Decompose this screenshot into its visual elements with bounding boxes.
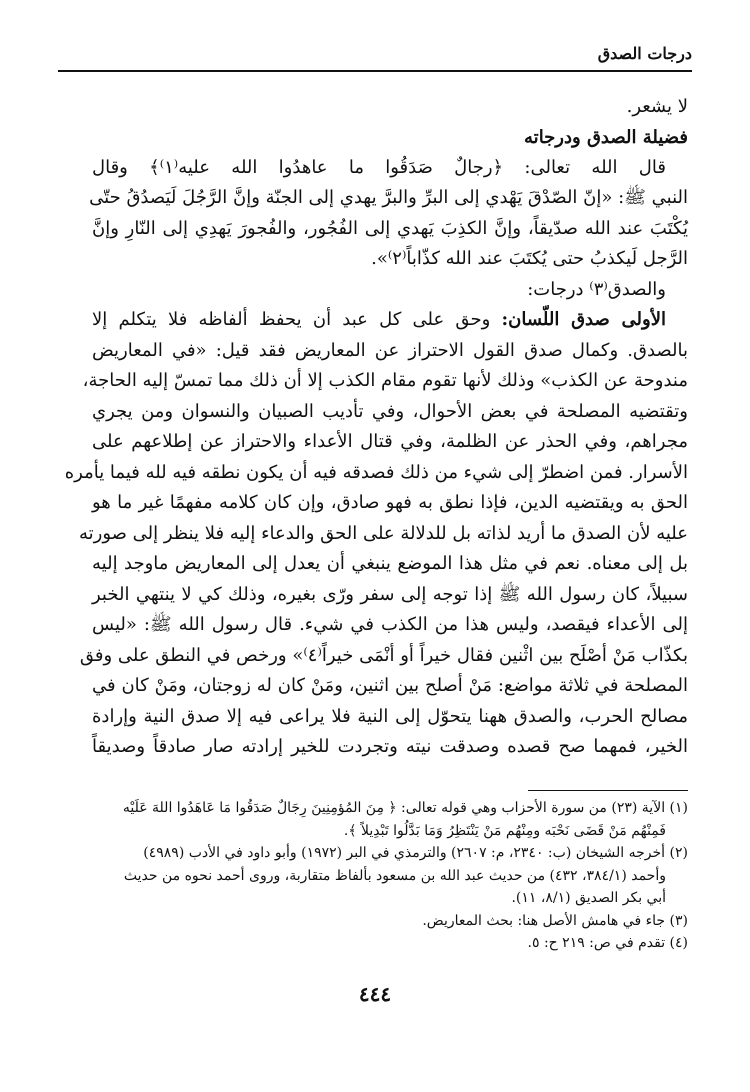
footnote-divider bbox=[528, 790, 688, 791]
section-heading: فضيلة الصدق ودرجاته bbox=[524, 126, 688, 148]
text-line: المصلحة في ثلاثة مواضع: مَنْ أصلح بين اثنين، ومَنْ كان له زوجتان، ومَنْ كان في bbox=[92, 675, 688, 696]
text-line: مندوحة عن الكذب» وذلك لأنها تقوم مقام الكذب إلا أن ذلك مما تمسّ إليه الحاجة، bbox=[82, 370, 688, 391]
page-number: ٤٤٤ bbox=[358, 982, 392, 1006]
degree-heading: الأولى صدق اللّسان: bbox=[501, 309, 666, 330]
footnote-2-continued: أبي بكر الصديق (٨/١، ١١). bbox=[511, 890, 666, 906]
text-line: قال الله تعالى: ﴿رجالٌ صَدَقُوا ما عاهدُوا الله عليه⁽١⁾﴾ وقال bbox=[92, 156, 666, 178]
text-line: عليه لأن الصدق ما أريد لذاته بل للدلالة على الحق والدعاء إليه فلا ينظر إلى صورته bbox=[78, 522, 688, 544]
text-line: الأسرار. فمن اضطرّ إلى شيء من ذلك فصدقه فيه أن يكون نطقه فيه لله فيما يأمره bbox=[64, 461, 688, 483]
text-line: الخير، فمهما صح قصده وصدقت نيته وتجردت للخير إرادته صار صادقاً وصديقاً bbox=[92, 736, 688, 757]
text-line: والصدق⁽٣⁾ درجات: bbox=[527, 278, 666, 300]
text-line: لا يشعر. bbox=[626, 96, 688, 117]
footnote-1: (١) الآية (٢٣) من سورة الأحزاب وهي قوله تعالى: ﴿ مِنَ المُؤمِنِينَ رِجَالٌ صَدَقُوا مَا عَاهَدُوا اللهَ عَلَيْه bbox=[122, 800, 688, 816]
text-line: بالصدق. وكمال صدق القول الاحتراز عن المعاريض فقد قيل: «في المعاريض bbox=[92, 339, 688, 361]
footnote-3: (٣) جاء في هامش الأصل هنا: بحث المعاريض. bbox=[422, 912, 688, 929]
text-line: وتقتضيه المصلحة في بعض الأحوال، وفي تأديب الصبيان والنسوان ومن يجري bbox=[92, 400, 688, 422]
text-line: يُكْتَبَ عند الله صدّيقاً، وإنَّ الكذِبَ يَهدي إلى الفُجُور، والفُجورَ يَهدِي إلى النّارِ وإنَّ bbox=[92, 217, 688, 239]
text-line: سبيلاً، كان رسول الله ﷺ إذا توجه إلى سفر ورّى بغيره، وذلك كي لا ينتهي الخبر bbox=[92, 583, 688, 605]
text-line: الحق به ويقتضيه الدين، فإذا نطق به فهو صادق، وإن كان كلامه مفهمًا غير ما هو bbox=[92, 492, 688, 513]
footnote-1-continued: فَمِنْهُم مَنْ قَضَى نَحْبَه ومِنْهُم مَنْ يَنْتَظِرُ وَمَا بَدَّلُوا تَبْدِيلاً ﴾. bbox=[343, 822, 666, 839]
text-span: وحق على كل عبد أن يحفظ ألفاظه فلا يتكلم إلا bbox=[92, 309, 502, 330]
footnotes bbox=[92, 797, 688, 955]
text-line: الرَّجل لَيكذبُ حتى يُكتَبَ عند الله كذّاباً⁽٢⁾». bbox=[371, 248, 688, 269]
text-line: بل إلى معناه. نعم في مثل هذا الموضع ينبغي أن يعدل إلى المعاريض ماوجد إليه bbox=[92, 553, 688, 574]
running-header bbox=[58, 40, 692, 72]
text-line: النبي ﷺ: «إنّ الصّدْقَ يَهْدي إلى البرِّ والبرَّ يهدي إلى الجنّة وإنَّ الرَّجُلَ لَيَصدُقُ حتّى bbox=[89, 187, 688, 208]
text-line: إلى الأعداء فيقصد، وليس هذا من الكذب في شيء. قال رسول الله ﷺ: «ليس bbox=[92, 614, 688, 635]
text-line: مجراهم، وفي الحذر عن الظلمة، وفي قتال الأعداء والاحتراز عن إطلاعهم على bbox=[92, 431, 688, 452]
text-line bbox=[92, 305, 688, 336]
text-line: مصالح الحرب، والصدق ههنا يتحوّل إلى النية فلا يراعى فيه إلا صدق النية وإرادة bbox=[92, 705, 688, 727]
main-text bbox=[64, 92, 688, 763]
text-line: بكذّاب مَنْ أصْلَح بين اثْنين فقال خيراً أو أنْمَى خيراً⁽٤⁾» ورخص في النطق على وفق bbox=[79, 644, 688, 666]
footnote-2: (٢) أخرجه الشيخان (ب: ٢٣٤٠، م: ٢٦٠٧) والترمذي في البر (١٩٧٢) وأبو داود في الأدب (٤٩٨٩) bbox=[143, 845, 688, 861]
footnote-2-continued: وأحمد (٣٨٤/١، ٤٣٢) من حديث عبد الله بن مسعود بألفاظ متقاربة، وروى أحمد نحوه من حديث bbox=[123, 867, 666, 884]
footnote-4: (٤) تقدم في ص: ٢١٩ ح: ٥. bbox=[527, 935, 688, 951]
running-title: درجات الصدق bbox=[597, 44, 692, 63]
